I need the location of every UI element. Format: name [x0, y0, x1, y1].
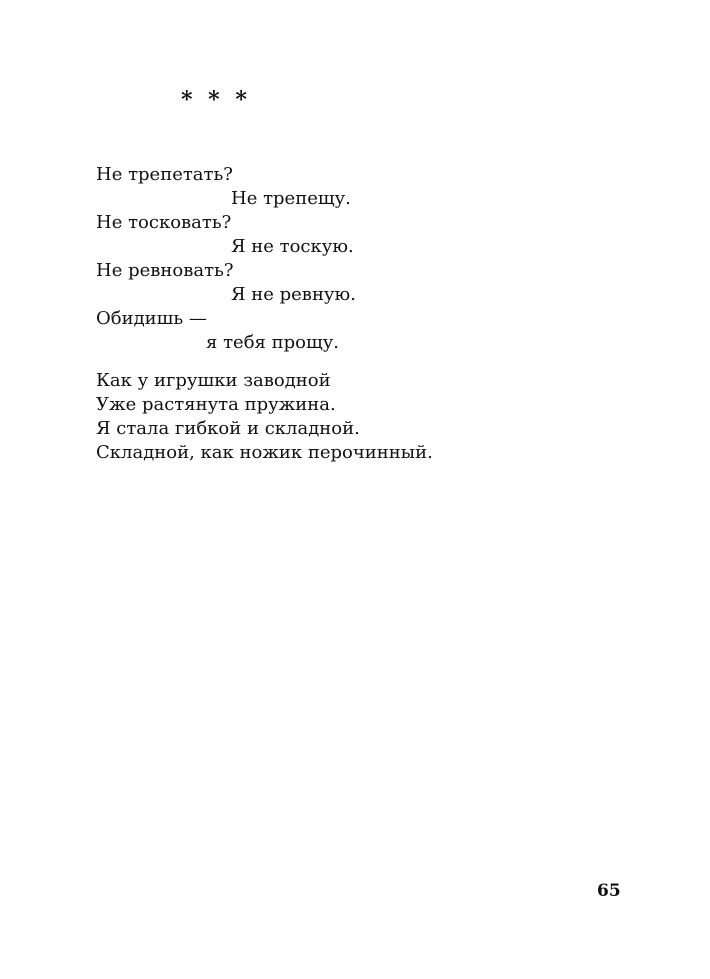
- poem-line: Складной, как ножик перочинный.: [96, 442, 433, 463]
- stanza-gap: [96, 355, 433, 369]
- poem-line-indented: Я не ревную.: [231, 284, 356, 305]
- poem-line: Не тосковать?: [96, 212, 232, 233]
- poem-line: Обидишь —: [96, 308, 207, 329]
- poem-line-indented: я тебя прощу.: [206, 332, 340, 353]
- poem-line: Как у игрушки заводной: [96, 370, 331, 391]
- poem-line-indented: Не трепещу.: [231, 188, 351, 209]
- section-separator: * * *: [181, 87, 251, 113]
- poem-line: Не трепетать?: [96, 164, 233, 185]
- page-number: 65: [597, 881, 621, 901]
- poem-line: Не ревновать?: [96, 260, 234, 281]
- stanza-1: [96, 163, 433, 355]
- poem-line: Уже растянута пружина.: [96, 394, 336, 415]
- poem-line: Я стала гибкой и складной.: [96, 418, 360, 439]
- poem-line-indented: Я не тоскую.: [231, 236, 354, 257]
- stanza-2: [96, 369, 433, 465]
- poem: [96, 163, 433, 465]
